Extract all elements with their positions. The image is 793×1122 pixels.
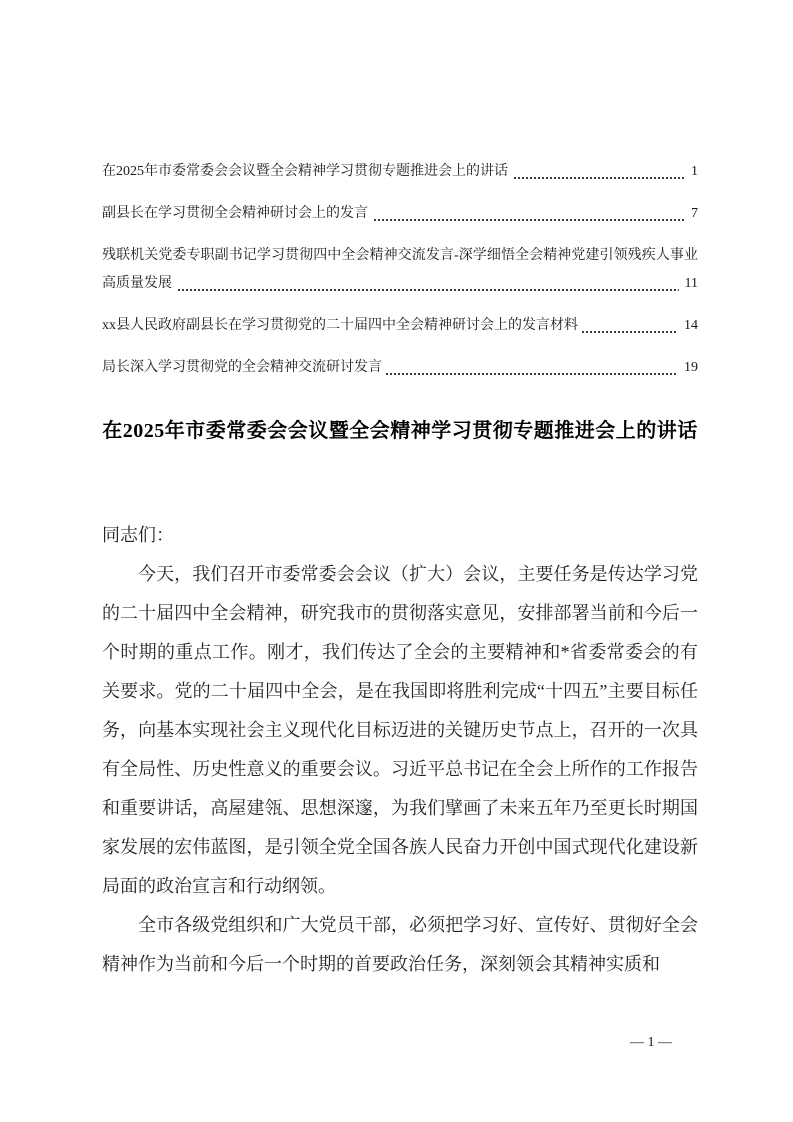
body-paragraph: 全市各级党组织和广大党员干部，必须把学习好、宣传好、贯彻好全会精神作为当前和今后一个时期的首要政治任务，深刻领会其精神实质和 [102,915,698,974]
article-body [102,516,698,984]
toc-entry[interactable] [102,158,698,186]
body-paragraph: 今天，我们召开市委常委会会议（扩大）会议，主要任务是传达学习党的二十届四中全会精神，研究我市的贯彻落实意见，安排部署当前和今后一个时期的重点工作。刚才，我们传达了全会的主要精神和*省委常委会的有关要求。党的二十届四中全会，是在我国即将胜利完成“十四五”主要目标任务，向基本实现社会主义现代化目标迈进的关键历史节点上，召开的一次具有全局性、历史性意义的重要会议。习近平总书记在全会上所作的工作报告和重要讲话，高屋建瓴、思想深邃，为我们擘画了未来五年乃至更长时期国家发展的宏伟蓝图，是引领全党全国各族人民奋力开创中国式现代化建设新局面的政治宣言和行动纲领。 [102,564,698,896]
toc-entry-title[interactable]: 副县长在学习贯彻全会精神研讨会上的发言 [102,206,372,221]
toc-page-number: 19 [678,354,698,382]
page-content [102,0,698,984]
toc-entry-title[interactable]: 局长深入学习贯彻党的全会精神交流研讨发言 [102,360,386,375]
toc-page-number: 14 [678,312,698,340]
toc-page-number: 11 [679,270,698,298]
salutation: 同志们： [102,525,174,545]
toc-entry[interactable] [102,200,698,228]
toc-entry[interactable] [102,242,698,298]
toc-entry[interactable] [102,354,698,382]
page-number-footer: — 1 — [630,1035,672,1050]
toc-page-number: 1 [685,158,698,186]
table-of-contents [102,158,698,382]
toc-entry[interactable] [102,312,698,340]
toc-entry-title[interactable]: 残联机关党委专职副书记学习贯彻四中全会精神交流发言-深学细悟全会精神党建引领残疾人事业高质量发展 [102,248,698,291]
document-title: 在2025年市委常委会会议暨全会精神学习贯彻专题推进会上的讲话 [102,420,698,442]
toc-entry-title[interactable]: 在2025年市委常委会会议暨全会精神学习贯彻专题推进会上的讲话 [102,164,512,179]
toc-entry-title[interactable]: xx县人民政府副县长在学习贯彻党的二十届四中全会精神研讨会上的发言材料 [102,318,582,333]
toc-page-number: 7 [685,200,698,228]
